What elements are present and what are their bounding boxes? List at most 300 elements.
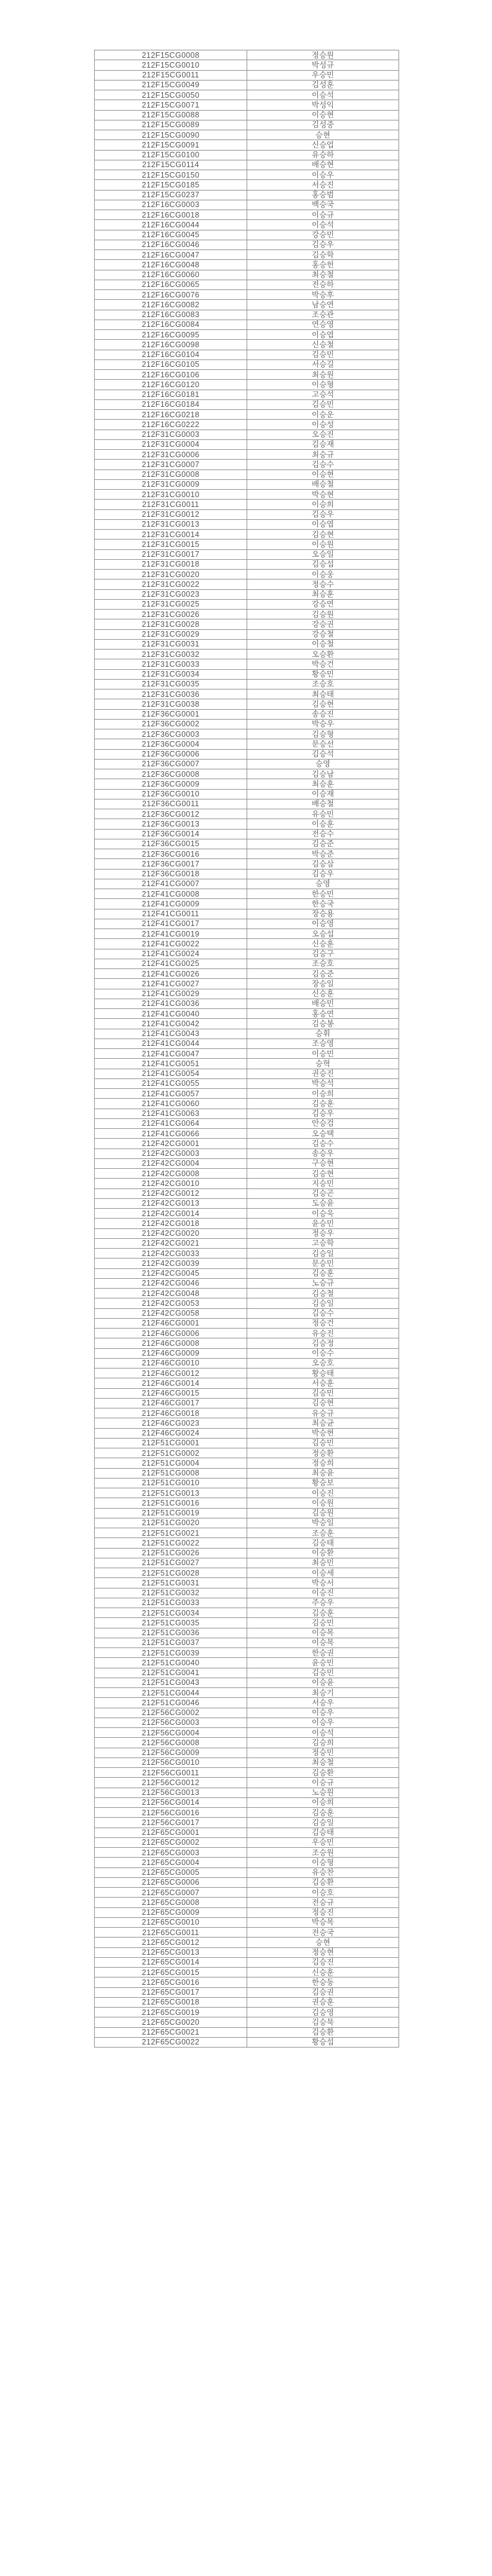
table-row — [95, 2027, 399, 2037]
table-row — [95, 230, 399, 240]
name-cell: 오승환 — [247, 650, 399, 659]
table-row — [95, 689, 399, 699]
id-cell: 212F41CG0054 — [95, 1069, 247, 1078]
name-cell: 우승민 — [247, 70, 399, 80]
name-cell: 승현 — [247, 1938, 399, 1947]
table-row — [95, 439, 399, 449]
table-row — [95, 250, 399, 260]
name-cell: 한승민 — [247, 889, 399, 899]
id-cell: 212F65CG0004 — [95, 1858, 247, 1867]
name-cell: 김승일 — [247, 1249, 399, 1259]
table-row — [95, 1728, 399, 1738]
name-cell: 김승권 — [247, 1987, 399, 1997]
table-row — [95, 769, 399, 779]
table-row — [95, 779, 399, 789]
id-cell: 212F31CG0025 — [95, 599, 247, 609]
name-cell: 권승훈 — [247, 1997, 399, 2007]
name-cell: 김승묵 — [247, 2017, 399, 2027]
name-cell: 김승일 — [247, 1298, 399, 1308]
name-cell: 이승훈 — [247, 819, 399, 829]
name-cell: 이승희 — [247, 500, 399, 509]
id-cell: 212F56CG0008 — [95, 1738, 247, 1748]
name-cell: 박승석 — [247, 1078, 399, 1088]
name-cell: 오승섭 — [247, 929, 399, 939]
id-cell: 212F41CG0024 — [95, 949, 247, 959]
table-row — [95, 390, 399, 399]
name-cell: 조승원 — [247, 1848, 399, 1858]
table-row — [95, 1648, 399, 1658]
name-cell: 김승곤 — [247, 1188, 399, 1198]
name-cell: 김승우 — [247, 509, 399, 519]
id-cell: 212F31CG0013 — [95, 519, 247, 529]
name-cell: 정승환 — [247, 1448, 399, 1458]
id-cell: 212F65CG0021 — [95, 2027, 247, 2037]
id-cell: 212F51CG0001 — [95, 1438, 247, 1448]
id-cell: 212F46CG0024 — [95, 1428, 247, 1438]
table-row — [95, 1458, 399, 1468]
id-cell: 212F41CG0063 — [95, 1109, 247, 1118]
name-cell: 승영 — [247, 879, 399, 889]
table-row — [95, 2008, 399, 2017]
name-cell: 홍승헌 — [247, 260, 399, 270]
id-cell: 212F16CG0181 — [95, 390, 247, 399]
name-cell: 박승일 — [247, 1518, 399, 1528]
name-cell: 배승민 — [247, 999, 399, 1008]
table-row — [95, 359, 399, 369]
id-cell: 212F46CG0014 — [95, 1378, 247, 1388]
id-cell: 212F15CG0050 — [95, 90, 247, 100]
id-cell: 212F51CG0016 — [95, 1498, 247, 1508]
id-cell: 212F31CG0014 — [95, 530, 247, 540]
table-row — [95, 469, 399, 479]
table-row — [95, 300, 399, 310]
table-row — [95, 240, 399, 249]
name-cell: 이승규 — [247, 210, 399, 220]
name-cell: 한승동 — [247, 1977, 399, 1987]
id-cell: 212F51CG0033 — [95, 1598, 247, 1608]
id-cell: 212F65CG0015 — [95, 1968, 247, 1977]
id-cell: 212F31CG0033 — [95, 659, 247, 669]
name-cell: 최승윤 — [247, 1468, 399, 1478]
name-cell: 김승현 — [247, 530, 399, 540]
id-cell: 212F16CG0065 — [95, 280, 247, 289]
id-cell: 212F31CG0022 — [95, 579, 247, 589]
table-row — [95, 659, 399, 669]
table-row — [95, 570, 399, 579]
table-row — [95, 1578, 399, 1588]
id-cell: 212F51CG0040 — [95, 1658, 247, 1668]
name-cell: 정승진 — [247, 1907, 399, 1917]
id-cell: 212F46CG0001 — [95, 1318, 247, 1328]
id-cell: 212F36CG0014 — [95, 829, 247, 839]
name-cell: 이승윤 — [247, 1678, 399, 1687]
id-cell: 212F41CG0027 — [95, 979, 247, 989]
name-cell: 이승희 — [247, 1797, 399, 1807]
name-cell: 김승수 — [247, 460, 399, 469]
name-cell: 전승하 — [247, 280, 399, 289]
name-cell: 문승민 — [247, 1259, 399, 1268]
name-cell: 김승민 — [247, 350, 399, 359]
table-row — [95, 160, 399, 170]
name-cell: 이승목 — [247, 1628, 399, 1638]
name-cell: 서승길 — [247, 359, 399, 369]
name-cell: 이승영 — [247, 919, 399, 929]
table-row — [95, 1748, 399, 1757]
name-cell: 강승권 — [247, 619, 399, 629]
name-cell: 이승성 — [247, 420, 399, 430]
name-cell: 김승우 — [247, 869, 399, 879]
table-row — [95, 1568, 399, 1578]
name-cell: 김승수 — [247, 1139, 399, 1149]
id-cell: 212F51CG0022 — [95, 1538, 247, 1548]
table-row — [95, 1558, 399, 1568]
name-cell: 이승원 — [247, 540, 399, 549]
table-row — [95, 1508, 399, 1518]
id-cell: 212F46CG0006 — [95, 1329, 247, 1338]
table-row — [95, 789, 399, 799]
table-row — [95, 839, 399, 849]
id-cell: 212F42CG0014 — [95, 1209, 247, 1219]
table-row — [95, 1358, 399, 1368]
table-row — [95, 589, 399, 599]
table-row — [95, 1628, 399, 1638]
id-cell: 212F56CG0011 — [95, 1768, 247, 1778]
id-cell: 212F36CG0016 — [95, 849, 247, 859]
id-cell: 212F36CG0011 — [95, 799, 247, 809]
id-cell: 212F42CG0021 — [95, 1238, 247, 1248]
id-cell: 212F36CG0006 — [95, 749, 247, 759]
name-cell: 김승민 — [247, 1668, 399, 1678]
name-cell: 유승찬 — [247, 1867, 399, 1877]
name-cell: 이승운 — [247, 410, 399, 420]
id-cell: 212F56CG0017 — [95, 1818, 247, 1828]
id-cell: 212F42CG0012 — [95, 1188, 247, 1198]
id-cell: 212F41CG0051 — [95, 1059, 247, 1069]
table-row — [95, 1049, 399, 1059]
id-cell: 212F51CG0044 — [95, 1688, 247, 1698]
id-cell: 212F31CG0003 — [95, 430, 247, 439]
id-cell: 212F65CG0009 — [95, 1907, 247, 1917]
table-row — [95, 420, 399, 430]
name-cell: 서승우 — [247, 1698, 399, 1708]
id-cell: 212F41CG0044 — [95, 1039, 247, 1048]
table-row — [95, 1338, 399, 1348]
id-cell: 212F36CG0010 — [95, 789, 247, 799]
table-row — [95, 699, 399, 709]
name-cell: 남승연 — [247, 300, 399, 310]
id-cell: 212F16CG0104 — [95, 350, 247, 359]
id-cell: 212F42CG0058 — [95, 1308, 247, 1318]
id-cell: 212F46CG0012 — [95, 1368, 247, 1378]
table-row — [95, 1877, 399, 1887]
table-row — [95, 1418, 399, 1428]
table-row — [95, 1099, 399, 1109]
id-cell: 212F56CG0009 — [95, 1748, 247, 1757]
table-row — [95, 579, 399, 589]
name-cell: 이승우 — [247, 170, 399, 180]
name-cell: 조승관 — [247, 310, 399, 320]
name-cell: 김승태 — [247, 1538, 399, 1548]
table-row — [95, 1957, 399, 1967]
name-cell: 이승엽 — [247, 330, 399, 340]
id-cell: 212F42CG0039 — [95, 1259, 247, 1268]
name-cell: 이승규 — [247, 1778, 399, 1788]
id-cell: 212F41CG0040 — [95, 1009, 247, 1019]
name-cell: 김승진 — [247, 1957, 399, 1967]
id-cell: 212F65CG0010 — [95, 1917, 247, 1927]
id-cell: 212F41CG0036 — [95, 999, 247, 1008]
name-cell: 강승연 — [247, 599, 399, 609]
table-row — [95, 1219, 399, 1228]
table-row — [95, 1118, 399, 1128]
table-row — [95, 1139, 399, 1149]
id-cell: 212F41CG0008 — [95, 889, 247, 899]
table-row — [95, 1268, 399, 1278]
table-row — [95, 2037, 399, 2047]
id-cell: 212F51CG0036 — [95, 1628, 247, 1638]
table-row — [95, 1179, 399, 1188]
id-cell: 212F41CG0009 — [95, 899, 247, 909]
id-cell: 212F51CG0031 — [95, 1578, 247, 1588]
table-row — [95, 599, 399, 609]
table-row — [95, 220, 399, 230]
name-cell: 박승건 — [247, 659, 399, 669]
id-cell: 212F41CG0060 — [95, 1099, 247, 1109]
name-cell: 정승민 — [247, 1748, 399, 1757]
id-cell: 212F41CG0026 — [95, 969, 247, 979]
table-row — [95, 1448, 399, 1458]
table-row — [95, 1428, 399, 1438]
name-cell: 박승준 — [247, 849, 399, 859]
name-cell: 승혁 — [247, 1059, 399, 1069]
name-cell: 최승원 — [247, 370, 399, 380]
table-row — [95, 929, 399, 939]
table-row — [95, 430, 399, 439]
id-cell: 212F42CG0045 — [95, 1268, 247, 1278]
id-cell: 212F42CG0033 — [95, 1249, 247, 1259]
table-row — [95, 999, 399, 1008]
id-cell: 212F36CG0015 — [95, 839, 247, 849]
name-cell: 이승엽 — [247, 519, 399, 529]
name-cell: 장승일 — [247, 979, 399, 989]
name-cell: 황승민 — [247, 669, 399, 679]
name-cell: 조승영 — [247, 1039, 399, 1048]
table-row — [95, 70, 399, 80]
name-cell: 이승욱 — [247, 1209, 399, 1219]
table-row — [95, 509, 399, 519]
id-cell: 212F31CG0009 — [95, 479, 247, 489]
table-row — [95, 110, 399, 120]
name-cell: 최승훈 — [247, 779, 399, 789]
table-row — [95, 1588, 399, 1598]
id-cell: 212F31CG0012 — [95, 509, 247, 519]
id-cell: 212F31CG0032 — [95, 650, 247, 659]
name-cell: 최승철 — [247, 270, 399, 280]
id-cell: 212F16CG0222 — [95, 420, 247, 430]
name-cell: 이승형 — [247, 380, 399, 390]
name-cell: 김승봉 — [247, 1019, 399, 1029]
table-row — [95, 1618, 399, 1628]
name-cell: 고승석 — [247, 390, 399, 399]
id-cell: 212F16CG0120 — [95, 380, 247, 390]
table-row — [95, 849, 399, 859]
id-cell: 212F15CG0011 — [95, 70, 247, 80]
table-row — [95, 1029, 399, 1039]
id-cell: 212F16CG0098 — [95, 340, 247, 350]
name-cell: 김성중 — [247, 120, 399, 130]
name-cell: 김승환 — [247, 1877, 399, 1887]
id-cell: 212F42CG0046 — [95, 1278, 247, 1288]
name-cell: 배승현 — [247, 160, 399, 170]
table-row — [95, 1788, 399, 1797]
id-cell: 212F31CG0004 — [95, 439, 247, 449]
table-row — [95, 290, 399, 300]
table-row — [95, 460, 399, 469]
id-cell: 212F31CG0036 — [95, 689, 247, 699]
id-cell: 212F16CG0076 — [95, 290, 247, 300]
id-cell: 212F16CG0047 — [95, 250, 247, 260]
table-row — [95, 1757, 399, 1767]
table-row — [95, 280, 399, 289]
name-cell: 유승민 — [247, 809, 399, 819]
name-cell: 송승진 — [247, 709, 399, 719]
table-row — [95, 1478, 399, 1488]
id-cell: 212F31CG0015 — [95, 540, 247, 549]
id-cell: 212F46CG0023 — [95, 1418, 247, 1428]
id-cell: 212F46CG0010 — [95, 1358, 247, 1368]
id-cell: 212F42CG0001 — [95, 1139, 247, 1149]
name-cell: 신승훈 — [247, 989, 399, 999]
id-cell: 212F51CG0010 — [95, 1478, 247, 1488]
id-cell: 212F41CG0047 — [95, 1049, 247, 1059]
id-cell: 212F16CG0106 — [95, 370, 247, 380]
name-cell: 유승진 — [247, 1329, 399, 1338]
id-cell: 212F65CG0018 — [95, 1997, 247, 2007]
name-cell: 박승후 — [247, 290, 399, 300]
id-cell: 212F41CG0011 — [95, 909, 247, 919]
table-row — [95, 1249, 399, 1259]
table-row — [95, 1289, 399, 1298]
id-cell: 212F56CG0016 — [95, 1808, 247, 1818]
name-cell: 오승택 — [247, 1129, 399, 1139]
table-row — [95, 530, 399, 540]
id-cell: 212F41CG0029 — [95, 989, 247, 999]
name-cell: 박승현 — [247, 490, 399, 500]
table-row — [95, 1158, 399, 1168]
name-cell: 전승규 — [247, 1898, 399, 1907]
table-row — [95, 479, 399, 489]
id-cell: 212F41CG0066 — [95, 1129, 247, 1139]
name-cell: 박승현 — [247, 1428, 399, 1438]
table-row — [95, 1069, 399, 1078]
name-cell: 황승섭 — [247, 2037, 399, 2047]
table-row — [95, 1198, 399, 1208]
table-row — [95, 1368, 399, 1378]
name-cell: 홍승연 — [247, 1009, 399, 1019]
id-cell: 212F41CG0064 — [95, 1118, 247, 1128]
name-cell: 이승수 — [247, 1348, 399, 1358]
table-row — [95, 370, 399, 380]
table-row — [95, 1778, 399, 1788]
id-cell: 212F65CG0012 — [95, 1938, 247, 1947]
id-cell: 212F65CG0001 — [95, 1828, 247, 1837]
name-cell: 전승국 — [247, 1928, 399, 1938]
id-cell: 212F46CG0015 — [95, 1388, 247, 1398]
table-row — [95, 540, 399, 549]
table-row — [95, 1808, 399, 1818]
id-cell: 212F36CG0012 — [95, 809, 247, 819]
id-cell: 212F16CG0045 — [95, 230, 247, 240]
name-cell: 승영 — [247, 759, 399, 769]
table-row — [95, 639, 399, 649]
table-row — [95, 80, 399, 90]
id-cell: 212F31CG0018 — [95, 559, 247, 569]
id-cell: 212F65CG0007 — [95, 1888, 247, 1898]
id-cell: 212F65CG0013 — [95, 1947, 247, 1957]
name-cell: 구승현 — [247, 1158, 399, 1168]
name-cell: 배승철 — [247, 799, 399, 809]
name-cell: 정승수 — [247, 579, 399, 589]
table-row — [95, 1828, 399, 1837]
table-row — [95, 1907, 399, 1917]
id-cell: 212F16CG0003 — [95, 200, 247, 210]
table-row — [95, 1408, 399, 1418]
name-cell: 이승민 — [247, 1049, 399, 1059]
id-cell: 212F16CG0048 — [95, 260, 247, 270]
id-cell: 212F51CG0035 — [95, 1618, 247, 1628]
table-row — [95, 799, 399, 809]
id-cell: 212F41CG0022 — [95, 939, 247, 949]
table-row — [95, 1238, 399, 1248]
table-row — [95, 869, 399, 879]
id-cell: 212F31CG0017 — [95, 549, 247, 559]
table-row — [95, 1259, 399, 1268]
id-cell: 212F51CG0020 — [95, 1518, 247, 1528]
table-row — [95, 380, 399, 390]
table-row — [95, 1688, 399, 1698]
id-cell: 212F65CG0014 — [95, 1957, 247, 1967]
id-cell: 212F65CG0003 — [95, 1848, 247, 1858]
name-cell: 이승재 — [247, 789, 399, 799]
name-cell: 김승철 — [247, 1289, 399, 1298]
table-row — [95, 1109, 399, 1118]
name-cell: 김승원 — [247, 610, 399, 619]
id-cell: 212F31CG0008 — [95, 469, 247, 479]
id-cell: 212F31CG0026 — [95, 610, 247, 619]
id-cell: 212F46CG0008 — [95, 1338, 247, 1348]
id-cell: 212F51CG0004 — [95, 1458, 247, 1468]
name-cell: 김승재 — [247, 439, 399, 449]
id-cell: 212F42CG0020 — [95, 1228, 247, 1238]
id-cell: 212F65CG0016 — [95, 1977, 247, 1987]
table-row — [95, 500, 399, 509]
id-cell: 212F15CG0089 — [95, 120, 247, 130]
table-row — [95, 610, 399, 619]
id-cell: 212F15CG0088 — [95, 110, 247, 120]
name-cell: 김승현 — [247, 1169, 399, 1179]
table-row — [95, 1228, 399, 1238]
name-cell: 김승준 — [247, 839, 399, 849]
id-cell: 212F15CG0185 — [95, 180, 247, 190]
id-cell: 212F51CG0039 — [95, 1648, 247, 1658]
id-name-table — [94, 50, 399, 2048]
name-cell: 권승진 — [247, 1069, 399, 1078]
id-cell: 212F41CG0055 — [95, 1078, 247, 1088]
id-cell: 212F42CG0048 — [95, 1289, 247, 1298]
id-cell: 212F31CG0029 — [95, 629, 247, 639]
id-cell: 212F46CG0009 — [95, 1348, 247, 1358]
name-cell: 최승민 — [247, 1558, 399, 1568]
